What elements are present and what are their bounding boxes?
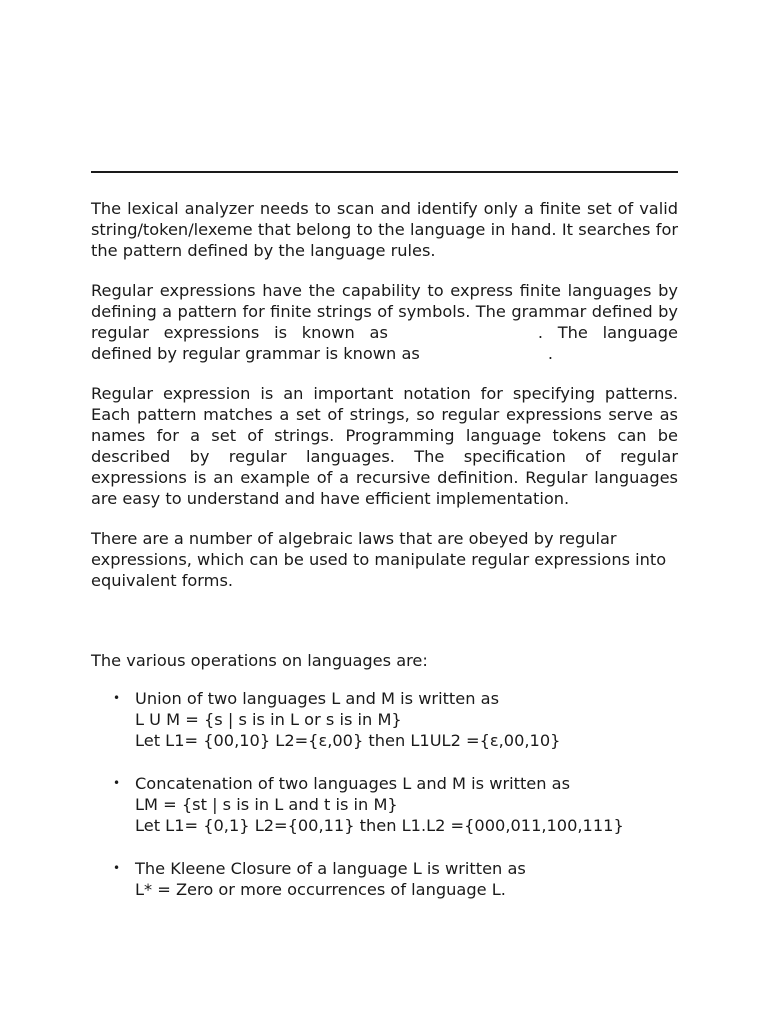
list-item-line: LM = {st | s is in L and t is in M} <box>135 795 398 814</box>
list-item-line: The Kleene Closure of a language L is written as <box>135 859 526 878</box>
paragraph-algebraic-laws: There are a number of algebraic laws that are obeyed by regular expressions, which can be used to manipulate regular expressions into equivalent forms. <box>91 529 667 590</box>
list-item-line: Let L1= {0,1} L2={00,11} then L1.L2 ={000,011,100,111} <box>135 816 624 835</box>
paragraph2-part1: Regular expressions have the capability to express finite languages by defining a pattern for finite strings of symbols. The grammar defined by regular expressions is known as <box>91 281 678 342</box>
list-item-line: Union of two languages L and M is written as <box>135 689 499 708</box>
list-item-line: Concatenation of two languages L and M is written as <box>135 774 571 793</box>
paragraph-regular-expressions <box>91 280 678 364</box>
list-item-line: Let L1= {00,10} L2={ε,00} then L1UL2 ={ε,00,10} <box>135 731 561 750</box>
paragraph-lexical-analyzer: The lexical analyzer needs to scan and identify only a finite set of valid string/token/lexeme that belong to the language in hand. It searches for the pattern defined by the language rules. <box>91 199 678 260</box>
paragraph2-part2: . The language defined by regular grammar is known as <box>91 323 678 363</box>
list-item-line: L U M = {s | s is in L or s is in M} <box>135 710 402 729</box>
bullet-icon: • <box>113 691 121 705</box>
bullet-icon: • <box>113 861 121 875</box>
paragraph2-part3: . <box>547 344 553 363</box>
operations-intro: The various operations on languages are: <box>91 651 428 670</box>
paragraph-notation: Regular expression is an important notation for specifying patterns. Each pattern matches a set of strings, so regular expressions serve as names for a set of strings. Programming language tokens can be described by regular languages. The specification of regular expressions is an example of a recursive definition. Regular languages are easy to understand and have efficient implementation. <box>91 384 678 508</box>
horizontal-rule <box>91 171 678 173</box>
list-item-line: L* = Zero or more occurrences of language L. <box>135 880 506 899</box>
bullet-icon: • <box>113 776 121 790</box>
